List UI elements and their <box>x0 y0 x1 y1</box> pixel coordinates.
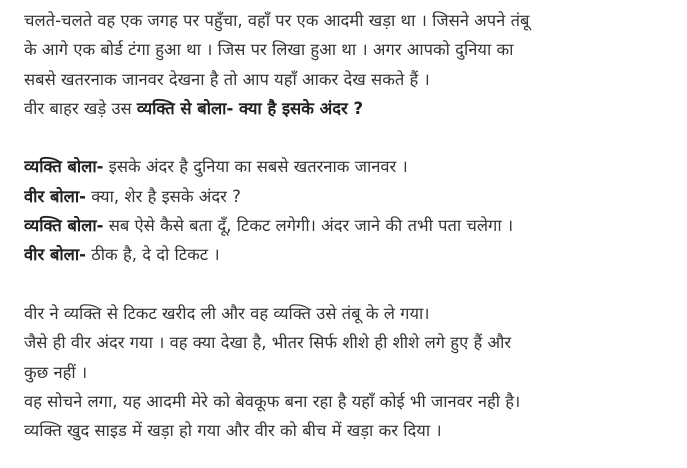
paragraph-1-line-3: सबसे खतरनाक जानवर देखना है तो आप यहाँ आकर देख सकते हैं । <box>24 69 430 89</box>
dialogue-text: इसके अंदर है दुनिया का सबसे खतरनाक जानवर । <box>103 157 408 177</box>
dialogue-text: सब ऐसे कैसे बता दूँ, टिकट लगेगी। अंदर जाने की तभी पता चलेगा । <box>103 216 514 236</box>
speaker-label: वीर बोला- <box>24 186 86 206</box>
dialogue-line <box>24 240 687 269</box>
paragraph-3-line-5: व्यक्ति खुद साइड में खड़ा हो गया और वीर को बीच में खड़ा कर दिया । <box>24 421 442 441</box>
dialogue-text: ठीक है, दे दो टिकट । <box>85 245 220 265</box>
dialogue-line <box>24 182 687 211</box>
paragraph-1-line-2: के आगे एक बोर्ड टंगा हुआ था । जिस पर लिखा हुआ था । अगर आपको दुनिया का <box>24 40 514 60</box>
narration-text: वीर बाहर खड़े उस <box>24 98 137 118</box>
paragraph-gap <box>24 123 687 152</box>
speaker-label: व्यक्ति बोला- <box>24 157 104 177</box>
paragraph-3-line-4: वह सोचने लगा, यह आदमी मेरे को बेवकूफ बना रहा है यहाँ कोई भी जानवर नही है। <box>24 391 521 411</box>
emphasized-question: व्यक्ति से बोला- क्या है इसके अंदर ? <box>136 98 364 118</box>
paragraph-3-line-2: जैसे ही वीर अंदर गया । वह क्या देखा है, भीतर सिर्फ शीशे ही शीशे लगे हुए हैं और <box>24 333 512 353</box>
dialogue-line <box>24 211 687 240</box>
paragraph-3-line-3: कुछ नहीं । <box>24 362 88 382</box>
dialogue-line <box>24 152 687 181</box>
speaker-label: वीर बोला- <box>24 245 86 265</box>
paragraph-gap <box>24 270 687 299</box>
paragraph-3-line-1: वीर ने व्यक्ति से टिकट खरीद ली और वह व्यक्ति उसे तंबू के ले गया। <box>24 303 430 323</box>
speaker-label: व्यक्ति बोला- <box>24 216 104 236</box>
dialogue-text: क्या, शेर है इसके अंदर ? <box>85 186 241 206</box>
paragraph-1-line-4 <box>24 94 687 123</box>
paragraph-1-line-1: चलते-चलते वह एक जगह पर पहुँचा, वहाँ पर एक आदमी खड़ा था । जिसने अपने तंबू <box>24 11 530 30</box>
